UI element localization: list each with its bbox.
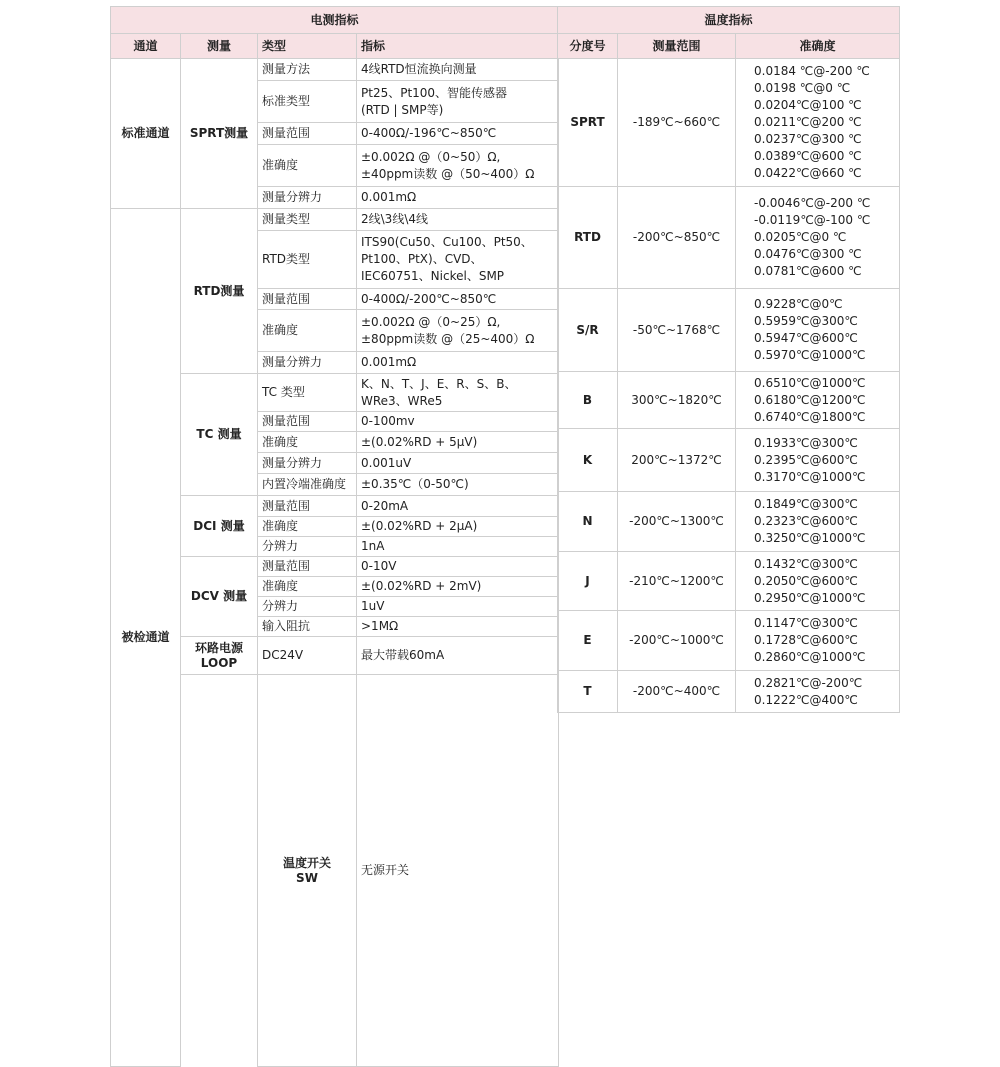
sprt-measure-label: SPRT测量 <box>181 59 258 209</box>
accuracy-cell: -0.0046℃@-200 ℃ -0.0119℃@-100 ℃ 0.0205℃@0 ℃ 0.0476℃@300 ℃ 0.0781℃@600 ℃ <box>736 187 900 289</box>
spec-value: 0.001uV <box>357 453 559 474</box>
spec-value: 2线\3线\4线 <box>357 209 559 231</box>
dci-measure-label: DCI 测量 <box>181 496 258 557</box>
spec-type: 测量方法 <box>258 59 357 81</box>
spec-type: 测量类型 <box>258 209 357 231</box>
blank-cell <box>181 675 258 1067</box>
grade-cell: SPRT <box>558 59 618 187</box>
spec-value: >1MΩ <box>357 617 559 637</box>
spec-value: 0.001mΩ <box>357 352 559 374</box>
spec-value: Pt25、Pt100、智能传感器 (RTD | SMP等) <box>357 81 559 123</box>
spec-value: ±0.002Ω @（0~25）Ω, ±80ppm读数 @（25~400）Ω <box>357 310 559 352</box>
spec-value: ±(0.02%RD + 2mV) <box>357 577 559 597</box>
spec-value: 0-400Ω/-196℃~850℃ <box>357 123 559 145</box>
spec-value: 0-10V <box>357 557 559 577</box>
spec-value: 最大带载60mA <box>357 637 559 675</box>
sw-measure-label: 温度开关 SW <box>258 675 357 1067</box>
spec-type: 准确度 <box>258 432 357 453</box>
header-channel: 通道 <box>111 34 181 59</box>
grade-cell: E <box>558 611 618 671</box>
spec-type: 准确度 <box>258 577 357 597</box>
grade-cell: N <box>558 492 618 552</box>
spec-value: ±0.002Ω @（0~50）Ω, ±40ppm读数 @（50~400）Ω <box>357 145 559 187</box>
spec-type: TC 类型 <box>258 374 357 412</box>
spec-type: 准确度 <box>258 517 357 537</box>
spec-type: 测量范围 <box>258 289 357 310</box>
spec-value: ±0.35℃（0-50℃) <box>357 474 559 496</box>
spec-type: 测量分辨力 <box>258 453 357 474</box>
spec-value: ±(0.02%RD + 5μV) <box>357 432 559 453</box>
spec-type: DC24V <box>258 637 357 675</box>
accuracy-cell: 0.1147℃@300℃ 0.1728℃@600℃ 0.2860℃@1000℃ <box>736 611 900 671</box>
range-cell: -200℃~850℃ <box>618 187 736 289</box>
header-range: 测量范围 <box>618 34 736 59</box>
spec-type: 准确度 <box>258 145 357 187</box>
accuracy-cell: 0.1432℃@300℃ 0.2050℃@600℃ 0.2950℃@1000℃ <box>736 552 900 611</box>
range-cell: -200℃~1300℃ <box>618 492 736 552</box>
range-cell: -189℃~660℃ <box>618 59 736 187</box>
spec-value: ITS90(Cu50、Cu100、Pt50、 Pt100、PtX)、CVD、 IEC60751、Nickel、SMP <box>357 231 559 289</box>
range-cell: -200℃~1000℃ <box>618 611 736 671</box>
header-type: 类型 <box>258 34 357 59</box>
spec-type: 测量范围 <box>258 412 357 432</box>
spec-type: 分辨力 <box>258 537 357 557</box>
grade-cell: K <box>558 429 618 492</box>
grade-cell: J <box>558 552 618 611</box>
spec-type: 测量范围 <box>258 496 357 517</box>
spec-type: 标准类型 <box>258 81 357 123</box>
grade-cell: S/R <box>558 289 618 372</box>
temperature-title: 温度指标 <box>558 7 900 34</box>
header-grade: 分度号 <box>558 34 618 59</box>
spec-type: 准确度 <box>258 310 357 352</box>
spec-type: 测量范围 <box>258 123 357 145</box>
range-cell: 200℃~1372℃ <box>618 429 736 492</box>
spec-value: K、N、T、J、E、R、S、B、 WRe3、WRe5 <box>357 374 559 412</box>
spec-type: 测量范围 <box>258 557 357 577</box>
accuracy-cell: 0.1849℃@300℃ 0.2323℃@600℃ 0.3250℃@1000℃ <box>736 492 900 552</box>
accuracy-cell: 0.1933℃@300℃ 0.2395℃@600℃ 0.3170℃@1000℃ <box>736 429 900 492</box>
range-cell: -50℃~1768℃ <box>618 289 736 372</box>
range-cell: 300℃~1820℃ <box>618 372 736 429</box>
spec-type: 测量分辨力 <box>258 352 357 374</box>
accuracy-cell: 0.6510℃@1000℃ 0.6180℃@1200℃ 0.6740℃@1800℃ <box>736 372 900 429</box>
spec-value: 0.001mΩ <box>357 187 559 209</box>
header-spec: 指标 <box>357 34 559 59</box>
range-cell: -200℃~400℃ <box>618 671 736 713</box>
spec-type: 输入阻抗 <box>258 617 357 637</box>
range-cell: -210℃~1200℃ <box>618 552 736 611</box>
grade-cell: RTD <box>558 187 618 289</box>
spec-value: ±(0.02%RD + 2μA) <box>357 517 559 537</box>
standard-channel-label: 标准通道 <box>111 59 181 209</box>
spec-type: 测量分辨力 <box>258 187 357 209</box>
grade-cell: B <box>558 372 618 429</box>
spec-value: 1nA <box>357 537 559 557</box>
dcv-measure-label: DCV 测量 <box>181 557 258 637</box>
electrical-spec-table <box>110 6 559 1067</box>
electrical-title: 电测指标 <box>111 7 559 34</box>
accuracy-cell: 0.0184 ℃@-200 ℃ 0.0198 ℃@0 ℃ 0.0204℃@100 ℃ 0.0211℃@200 ℃ 0.0237℃@300 ℃ 0.0389℃@600 ℃ 0.0422℃@660 ℃ <box>736 59 900 187</box>
spec-type: 内置冷端准确度 <box>258 474 357 496</box>
accuracy-cell: 0.9228℃@0℃ 0.5959℃@300℃ 0.5947℃@600℃ 0.5970℃@1000℃ <box>736 289 900 372</box>
spec-type: 分辨力 <box>258 597 357 617</box>
spec-value: 0-100mv <box>357 412 559 432</box>
temperature-spec-table <box>557 6 900 713</box>
spec-type: RTD类型 <box>258 231 357 289</box>
spec-value: 1uV <box>357 597 559 617</box>
spec-value: 0-400Ω/-200℃~850℃ <box>357 289 559 310</box>
accuracy-cell: 0.2821℃@-200℃ 0.1222℃@400℃ <box>736 671 900 713</box>
tc-measure-label: TC 测量 <box>181 374 258 496</box>
loop-measure-label: 环路电源 LOOP <box>181 637 258 675</box>
header-measure: 测量 <box>181 34 258 59</box>
spec-value: 0-20mA <box>357 496 559 517</box>
grade-cell: T <box>558 671 618 713</box>
spec-value: 4线RTD恒流换向测量 <box>357 59 559 81</box>
dut-channel-label: 被检通道 <box>111 209 181 1067</box>
header-accuracy: 准确度 <box>736 34 900 59</box>
spec-type: 无源开关 <box>357 675 559 1067</box>
rtd-measure-label: RTD测量 <box>181 209 258 374</box>
